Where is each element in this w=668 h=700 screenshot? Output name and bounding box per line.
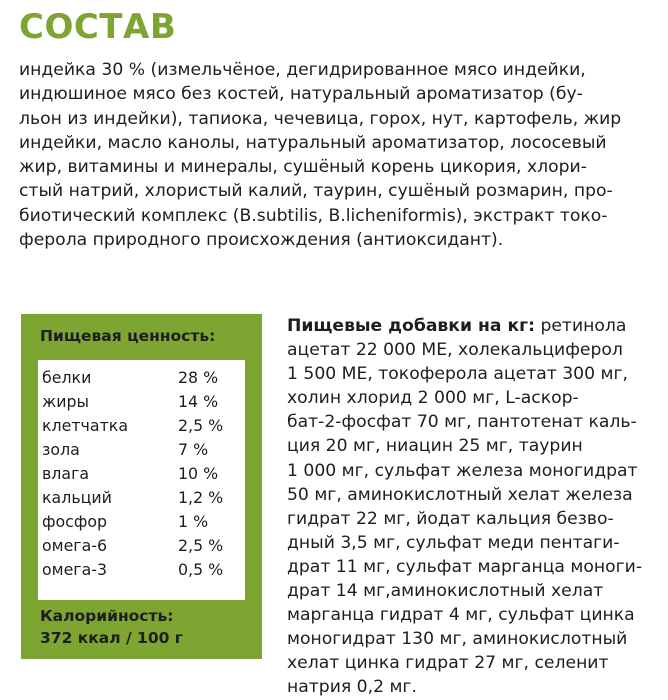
nutrition-row-phosphorus	[42, 510, 242, 534]
nutrient-name: зола	[42, 440, 80, 459]
nutrient-name: омега-6	[42, 536, 108, 555]
additives-line: гидрат 22 мг, йодат кальция безво-	[287, 508, 614, 529]
nutrient-name: жиры	[42, 392, 89, 411]
composition-text	[19, 58, 659, 252]
additives-text	[287, 314, 662, 700]
additives-line-rest: ретинола	[534, 316, 627, 336]
additives-line: моногидрат 130 мг, аминокислотный	[287, 629, 628, 650]
nutrition-table	[38, 360, 245, 600]
nutrition-panel	[21, 314, 262, 659]
nutrient-value: 2,5 %	[178, 536, 224, 555]
nutrient-value: 14 %	[178, 392, 219, 411]
nutrient-value: 28 %	[178, 368, 219, 387]
additives-line: дный 3,5 мг, сульфат меди пентаги-	[287, 532, 620, 553]
nutrient-name: фосфор	[42, 512, 108, 531]
nutrient-value: 1,2 %	[178, 488, 224, 507]
nutrient-name: белки	[42, 368, 92, 387]
calories-label: Калорийность:	[40, 607, 174, 625]
nutrition-row-moisture	[42, 462, 242, 486]
additives-line: бат-2-фосфат 70 мг, пантотенат каль-	[287, 412, 637, 433]
additives-line: натрия 0,2 мг.	[287, 677, 417, 698]
additives-line: холин хлорид 2 000 мг, L-аскор-	[287, 388, 579, 409]
nutrient-name: влага	[42, 464, 90, 483]
nutrition-row-fiber	[42, 414, 242, 438]
additives-line: 1 000 мг, сульфат железа моногидрат	[287, 460, 638, 481]
composition-line: стый натрий, хлористый калий, таурин, сушёный розмарин, про-	[19, 181, 613, 202]
additives-line: драт 14 мг,аминокислотный хелат	[287, 581, 604, 602]
nutrient-name: кальций	[42, 488, 112, 507]
composition-line: льон из индейки), тапиока, чечевица, горох, нут, картофель, жир	[19, 108, 622, 129]
additives-line: ция 20 мг, ниацин 25 мг, таурин	[287, 436, 583, 457]
composition-line: ферола природного происхождения (антиоксидант).	[19, 230, 504, 251]
page-title: СОСТАВ	[19, 7, 177, 47]
nutrient-value: 0,5 %	[178, 560, 224, 579]
nutrient-value: 10 %	[178, 464, 219, 483]
additives-label: Пищевые добавки на кг:	[287, 316, 535, 336]
composition-line: биотический комплекс (B.subtilis, B.licheniformis), экстракт токо-	[19, 205, 608, 226]
composition-line: индейка 30 % (измельчёное, дегидрированное мясо индейки,	[19, 60, 586, 80]
additives-line: ацетат 22 000 МЕ, холекальциферол	[287, 340, 623, 361]
additives-line: хелат цинка гидрат 27 мг, селенит	[287, 653, 609, 674]
additives-line: 1 500 МЕ, токоферола ацетат 300 мг,	[287, 364, 628, 385]
nutrition-row-omega3	[42, 558, 242, 582]
nutrient-value: 2,5 %	[178, 416, 224, 435]
nutrition-row-protein	[42, 366, 242, 390]
calories-block	[40, 605, 255, 649]
nutrient-name: омега-3	[42, 560, 108, 579]
composition-line: индейки, масло канолы, натуральный ароматизатор, лососевый	[19, 132, 607, 153]
nutrition-row-fat	[42, 390, 242, 414]
composition-line: жир, витамины и минералы, сушёный корень цикория, хлори-	[19, 157, 587, 178]
additives-line: марганца гидрат 4 мг, сульфат цинка	[287, 605, 635, 626]
additives-first-line	[287, 314, 662, 338]
nutrient-name: клетчатка	[42, 416, 128, 435]
composition-line: индюшиное мясо без костей, натуральный ароматизатор (бу-	[19, 84, 583, 105]
nutrition-header: Пищевая ценность:	[40, 327, 216, 345]
additives-line: 50 мг, аминокислотный хелат железа	[287, 484, 633, 505]
additives-line: драт 11 мг, сульфат марганца моноги-	[287, 556, 643, 577]
nutrition-row-calcium	[42, 486, 242, 510]
nutrition-row-ash	[42, 438, 242, 462]
nutrition-row-omega6	[42, 534, 242, 558]
calories-value: 372 ккал / 100 г	[40, 629, 183, 647]
nutrient-value: 1 %	[178, 512, 209, 531]
nutrient-value: 7 %	[178, 440, 209, 459]
